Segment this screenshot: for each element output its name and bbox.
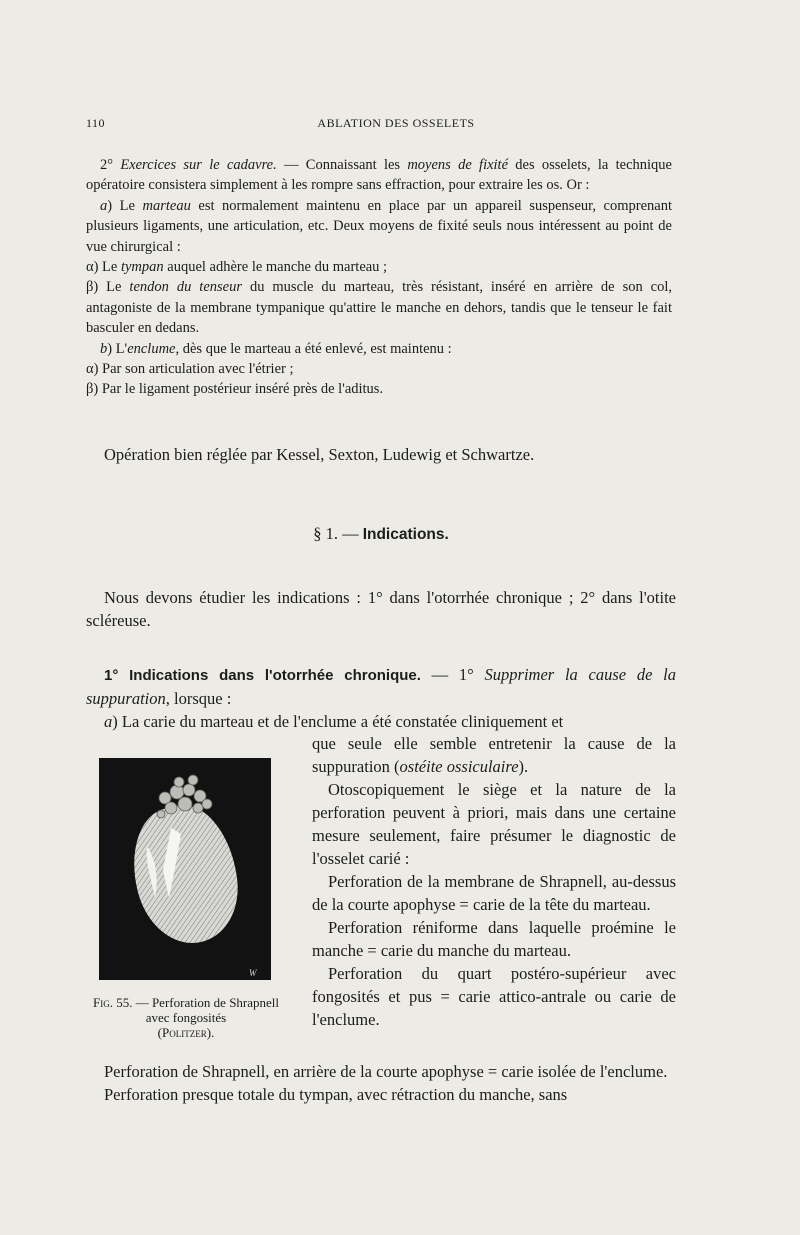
paragraph: Otoscopiquement le siège et la nature de la perforation peuvent à priori, mais dans une certaine mesure seulement, faire présumer le diagnostic de l'osselet carié : xyxy=(312,780,676,868)
tympanic-membrane-illustration xyxy=(99,758,271,980)
paragraph: a) Le marteau est normalement maintenu en place par un appareil suspenseur, comprenant plusieurs ligaments, une articulation, etc. Deux moyens de fixité seuls nous intéressent au point de vue chirurgical : xyxy=(86,197,672,255)
caption-prefix: Fig. 55. — xyxy=(92,995,152,1010)
paragraph: α) Le tympan auquel adhère le manche du marteau ; xyxy=(86,259,388,276)
paragraph: Perforation réniforme dans laquelle proémine le manche = carie du manche du marteau. xyxy=(312,918,676,960)
item-a-start: a) La carie du marteau et de l'enclume a été constatée cliniquement et xyxy=(104,712,564,731)
paragraph: Perforation de Shrapnell, en arrière de la courte apophyse = carie isolée de l'enclume. xyxy=(104,1062,668,1081)
section-prefix: § 1. — xyxy=(313,524,363,543)
figure-55 xyxy=(99,758,271,980)
paragraph: que seule elle semble entretenir la cause de la suppuration (ostéite ossiculaire). xyxy=(312,734,676,776)
operation-line: Opération bien réglée par Kessel, Sexton, Ludewig et Schwartze. xyxy=(104,445,535,464)
right-column xyxy=(312,732,676,1031)
paragraph: α) Par son articulation avec l'étrier ; xyxy=(86,361,294,378)
running-head xyxy=(86,116,706,136)
page-number: 110 xyxy=(86,116,106,130)
caption-source: (Politzer). xyxy=(157,1025,215,1040)
paragraph: Perforation du quart postéro-supérieur avec fongosités et pus = carie attico-antrale ou carie de l'enclume. xyxy=(312,964,676,1029)
paragraph: Perforation de la membrane de Shrapnell, au-dessus de la courte apophyse = carie de la tête du marteau. xyxy=(312,872,676,914)
closing-paragraphs xyxy=(86,1060,676,1106)
paragraph: b) L'enclume, dès que le marteau a été enlevé, est maintenu : xyxy=(100,340,452,357)
paragraph: Perforation presque totale du tympan, avec rétraction du manche, sans xyxy=(104,1085,568,1104)
indications-subsection xyxy=(86,663,676,733)
subsection-title: 1° Indications dans l'otorrhée chronique. xyxy=(104,667,421,684)
section-title: Indications. xyxy=(362,526,449,543)
intro-paragraph: Nous devons étudier les indications : 1° dans l'otorrhée chronique ; 2° dans l'otite scléreuse. xyxy=(86,588,676,630)
section-heading xyxy=(86,524,676,544)
subsection-text: — 1° Supprimer la cause de la suppuration, lorsque : xyxy=(86,665,676,708)
caption-text: Perforation de Shrapnell avec fongosités xyxy=(145,995,280,1025)
figure-mark: W xyxy=(249,968,257,978)
figure-caption xyxy=(86,995,286,1040)
cadaver-exercises-block xyxy=(86,155,672,400)
paragraph: β) Le tendon du tenseur du muscle du marteau, très résistant, inséré en arrière de son col, antagoniste de la membrane tympanique qu'attire le manche en dehors, tandis que le tenseur le fait basculer en dedans. xyxy=(86,279,673,337)
paragraph: β) Par le ligament postérieur inséré près de l'aditus. xyxy=(86,381,384,398)
running-title: ABLATION DES OSSELETS xyxy=(317,116,475,130)
paragraph: 2° Exercices sur le cadavre. — Connaissant les moyens de fixité des osselets, la technique opératoire consistera simplement à les rompre sans effraction, pour extraire les os. Or : xyxy=(86,157,672,194)
